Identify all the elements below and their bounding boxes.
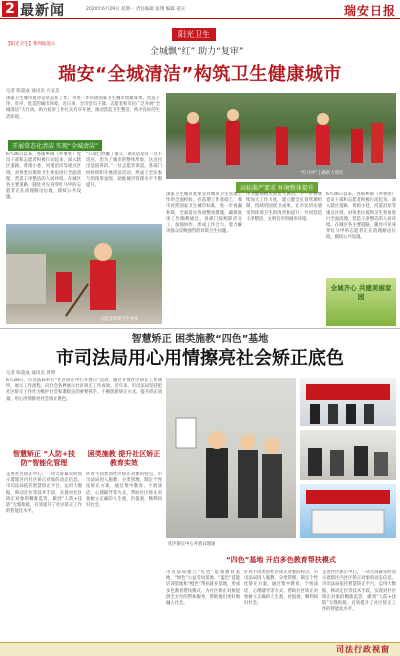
column-badge: 阳光卫生 [172, 28, 216, 41]
page-footer [0, 642, 400, 656]
block-text: 市司法局建立“红色”思想教育基地、“绿色”公益劳动基地、“蓝色”技能培训基地和“橙色”帮扶就业基地，形成多色教育帮扶模式，为社区矫正对象提供全方位的帮扶服务，帮助他们更好地融入社会。 [166, 570, 240, 607]
divider [0, 328, 400, 329]
article-headline: 市司法局用心用情擦亮社会矫正底色 [56, 348, 344, 369]
article-column-5: 6月26日以来，各街乡镇（办事处）党员干部和志愿者积极行动起来，深入辖区道路、背街小巷、河道沿岸等重点区域，对各类垃圾和卫生死角进行全面清理，营造干净整洁的人居环境。在城区各主要道路，随处可见身穿红马甲的志愿者正在清理路边垃圾，擦拭公共设施。 [326, 192, 396, 241]
section-bar: 高标准严要求 环境整体提升 [236, 182, 318, 193]
article-lead: 6月28日，市司法局举行“社区矫正中心开放日”活动，通过开放社区矫正工作场所、展示工作流程，向社会各界展示社区矫正工作成效。近年来，市司法局坚持把社区矫正工作作为维护社会和谐稳定的重要抓手，不断创新矫正方式，提升矫正质量，用心用情擦亮社会矫正底色。 [6, 378, 162, 402]
meeting-photo [300, 378, 396, 426]
article-column-3: 国家卫生城市复审是对城市卫生管理工作的全面检验。在前期工作基础上，我市对照国家卫生城市标准，进一步查漏补缺，全面落实各项整改措施，确保复审工作顺利通过。各部门按照职责分工，加强协作，形成工作合力，着力解决群众反映强烈的环境卫生问题。 [166, 192, 242, 235]
volunteer-photo [6, 224, 162, 324]
base-photo [300, 484, 396, 538]
block-text: 走进社区矫正中心，一块大屏幕实时显示着辖区内社区矫正对象的动态信息。市司法局依托智慧矫正平台，运用大数据、移动定位等技术手段，实现对社区矫正对象的精准监管，做到“人防+技防”无缝衔接，有效提升了社区矫正工作的智能化水平。 [6, 472, 82, 515]
photo-figures [166, 378, 296, 538]
photo-caption: 志愿者清理卫生死角 [100, 317, 139, 322]
street-cleaning-photo [166, 93, 396, 179]
article-column-2: “口罩已经戴了很久，说实话是有一点不适应，但为了城市的整体形象，这点付出是值得的。”一位志愿者说道。各部门纷纷组织开展清洁活动，形成了全民参与的浓厚氛围，助推城市管理水平不断提升。 [86, 152, 162, 189]
footer-column-logo: 司法行政视窗 [336, 645, 390, 654]
photo-caption: 社区矫正中心开放日现场 [168, 542, 216, 547]
article-column-4: 市卫健局相关负责人表示，下一步将继续加大工作力度，建立健全长效管理机制，持续巩固创卫成果，让市民切实感受到环境卫生的改善和提升，共同营造干净整洁、文明有序的城市环境。 [246, 192, 322, 222]
correction-center-photo [166, 378, 296, 538]
photo-caption: “红马甲”上路助力清洁 [300, 171, 344, 176]
photo-figures [166, 93, 396, 179]
article-headline: 瑞安“全城清洁”构筑卫生健康城市 [58, 64, 342, 85]
article-subtitle: 智慧矫正 困类施教“四色”基地 [131, 334, 269, 345]
photo-figures [300, 484, 396, 538]
page-header [0, 0, 400, 19]
series-tag: 【阳光卫生】系列报道① [6, 42, 56, 47]
article-byline: 记者 陈超成 通讯员 黄博 [6, 371, 56, 376]
block-heading: “四色”基地 开启多色教育帮扶模式 [226, 556, 336, 564]
promo-box [326, 278, 396, 326]
section-title: 最新闻 [20, 3, 65, 19]
block-heading: 智慧矫正 “人防+技防”智能化管理 [13, 450, 75, 467]
block-heading: 困类施教 提升社区矫正教育实效 [87, 450, 161, 467]
article-lead: 国家卫生城市复审是常态化工作，为进一步巩固国家卫生城市创建成果，营造干净、有序、优美的城市环境，近日来，全市党员干部、志愿者和市民广泛开展“全城清洁”大行动，助力复审工作扎实有序开展，推动营造卫生整洁、秩序良好的生活环境。 [6, 96, 160, 120]
article-column-1: 6月26日以来，各街乡镇（办事处）党员干部和志愿者积极行动起来，深入辖区道路、背街小巷、河道沿岸等重点区域，对各类垃圾和卫生死角进行全面清理，营造干净整洁的人居环境。在城区各主要道路，随处可见身穿红马甲的志愿者正在清理路边垃圾，擦拭公共设施。 [6, 152, 81, 201]
workshop-photo [300, 430, 396, 480]
article-byline: 记者 陈超成 通讯员 方安忠 [6, 89, 60, 94]
page-number: 2 [2, 1, 18, 17]
photo-figures [6, 224, 162, 324]
promo-text: 全城齐心 共建美丽家园 [330, 284, 392, 301]
issue-meta: 2020年6月29日 星期一 责任编辑 张翔 编辑 姜实 [86, 7, 186, 12]
block-text: 走进社区矫正中心，一块大屏幕实时显示着辖区内社区矫正对象的动态信息。市司法局依托智慧矫正平台，运用大数据、移动定位等技术手段，实现对社区矫正对象的精准监管，做到“人防+技防”无缝衔接，有效提升了社区矫正工作的智能化水平。 [322, 570, 396, 613]
block-text: 针对不同类别社区矫正对象的特点，市司法局因人施教、分类管理，制定个性化矫正方案，通过集中教育、个别谈话、心理辅导等方式，帮助社区矫正对象树立正确的人生观、价值观，顺利回归社会。 [244, 570, 318, 607]
article-subtitle: 全城飘“红” 助力“复审” [150, 47, 244, 57]
photo-figures [300, 430, 396, 480]
newspaper-logo: 瑞安日报 [343, 4, 396, 18]
block-text: 针对不同类别社区矫正对象的特点，市司法局因人施教、分类管理，制定个性化矫正方案，通过集中教育、个别谈话、心理辅导等方式，帮助社区矫正对象树立正确的人生观、价值观，顺利回归社会。 [86, 472, 162, 509]
section-bar: 开展常态化清洁 实现“全城清洁” [8, 140, 102, 151]
photo-figures [300, 378, 396, 426]
